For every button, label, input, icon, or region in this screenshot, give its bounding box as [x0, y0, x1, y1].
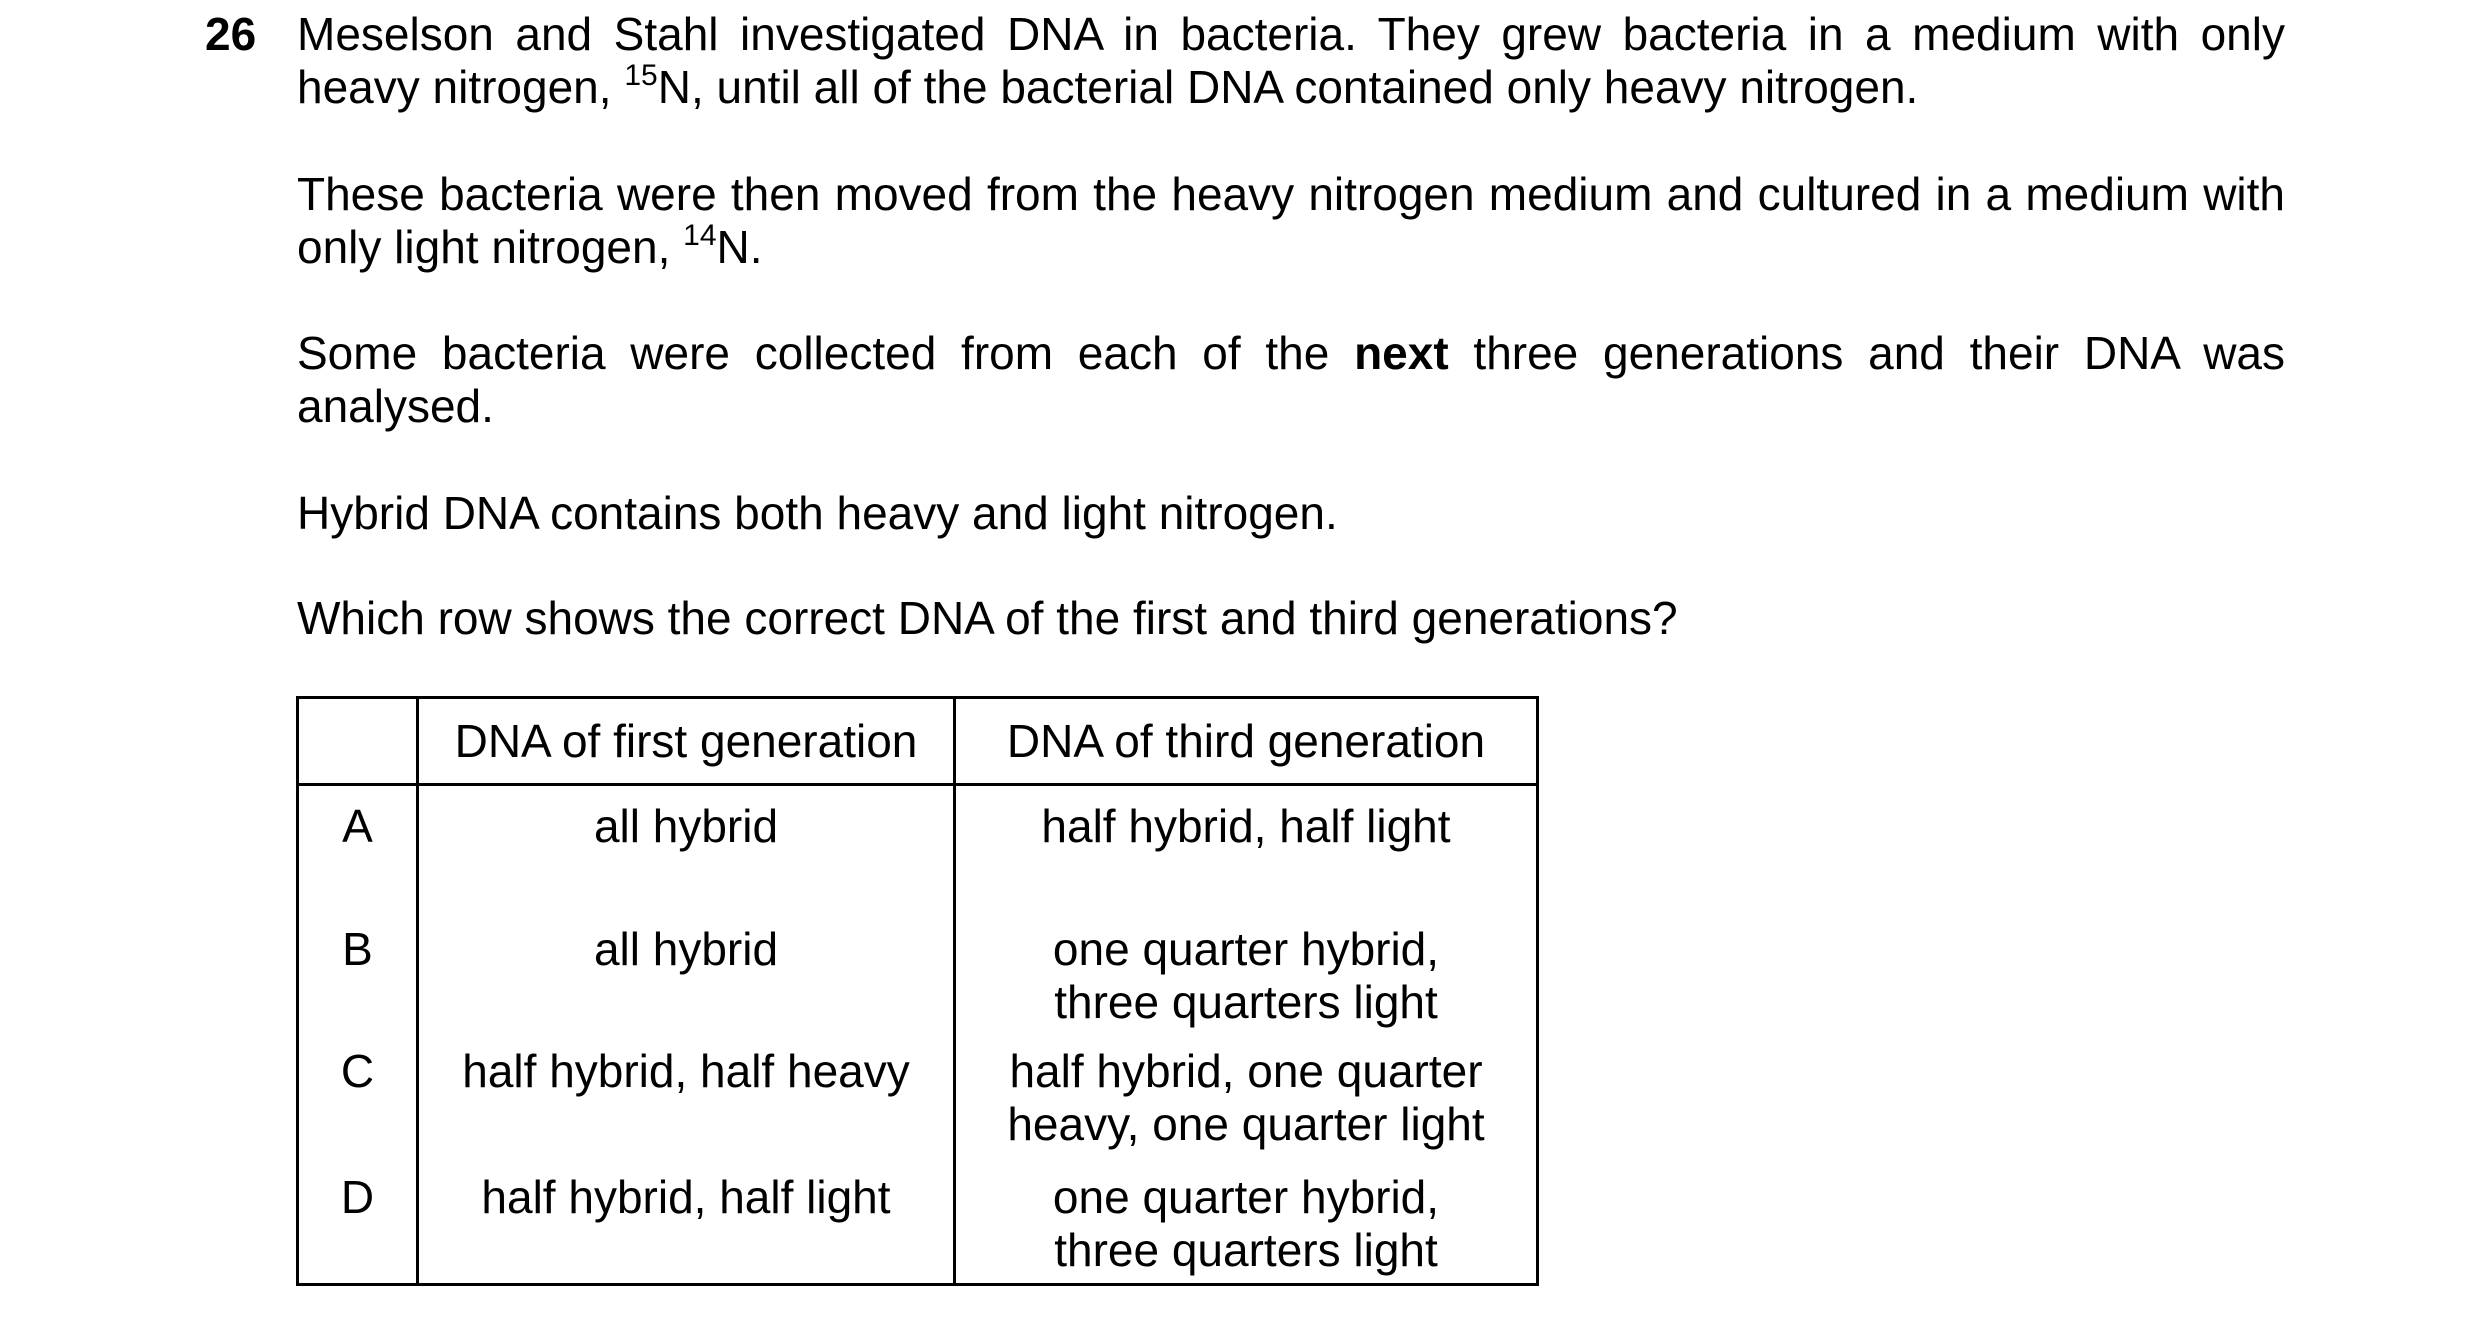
transfer-text-end: .: [749, 221, 763, 273]
third-generation-cell: [955, 1171, 1538, 1285]
transfer-paragraph: [297, 168, 2285, 274]
collection-paragraph: [297, 327, 2285, 433]
third-line-2: three quarters light: [1054, 976, 1438, 1028]
isotope-symbol: N: [716, 221, 750, 273]
table-row: [298, 785, 1538, 910]
option-letter-a: A: [298, 785, 418, 910]
third-line-1: half hybrid, half light: [1041, 800, 1451, 852]
third-generation-cell: [955, 1045, 1538, 1171]
first-generation-cell: all hybrid: [418, 785, 955, 910]
isotope-symbol: N: [657, 61, 691, 113]
header-first-generation: DNA of first generation: [418, 698, 955, 785]
third-generation-cell: [955, 785, 1538, 910]
answer-table: [296, 696, 1539, 1286]
collection-text-start: Some bacteria were collected from each of the: [297, 327, 1355, 379]
table-row: [298, 1045, 1538, 1171]
intro-paragraph: [297, 8, 2285, 114]
intro-text-start: Meselson and Stahl investigated DNA in bacteria. They grew bacteria in a medium with only heavy nitrogen,: [297, 8, 2285, 113]
emphasis-next: next: [1354, 327, 1449, 379]
header-letter-cell: [298, 698, 418, 785]
table-row: [298, 909, 1538, 1045]
table-header-row: [298, 698, 1538, 785]
option-letter-d: D: [298, 1171, 418, 1285]
isotope-mass-14: 14: [683, 219, 717, 252]
third-line-1: one quarter hybrid,: [1052, 923, 1440, 975]
isotope-mass-15: 15: [624, 59, 658, 92]
question-prompt: Which row shows the correct DNA of the first and third generations?: [297, 592, 1678, 644]
first-generation-cell: all hybrid: [418, 909, 955, 1045]
collection-text-end: three generations and their DNA was analysed.: [297, 327, 2285, 432]
transfer-text-start: These bacteria were then moved from the heavy nitrogen medium and cultured in a medium with only light nitrogen,: [297, 168, 2285, 273]
first-generation-cell: half hybrid, half heavy: [418, 1045, 955, 1171]
header-third-generation: DNA of third generation: [955, 698, 1538, 785]
third-line-2: three quarters light: [1054, 1224, 1438, 1276]
third-line-1: half hybrid, one quarter: [1009, 1045, 1483, 1097]
table-row: [298, 1171, 1538, 1285]
question-number: 26: [205, 8, 257, 60]
definition-paragraph: Hybrid DNA contains both heavy and light nitrogen.: [297, 487, 1338, 539]
third-line-2: heavy, one quarter light: [1007, 1098, 1485, 1150]
third-generation-cell: [955, 909, 1538, 1045]
option-letter-c: C: [298, 1045, 418, 1171]
third-line-1: one quarter hybrid,: [1052, 1171, 1440, 1223]
option-letter-b: B: [298, 909, 418, 1045]
first-generation-cell: half hybrid, half light: [418, 1171, 955, 1285]
intro-text-end: , until all of the bacterial DNA contained only heavy nitrogen.: [690, 61, 1919, 113]
